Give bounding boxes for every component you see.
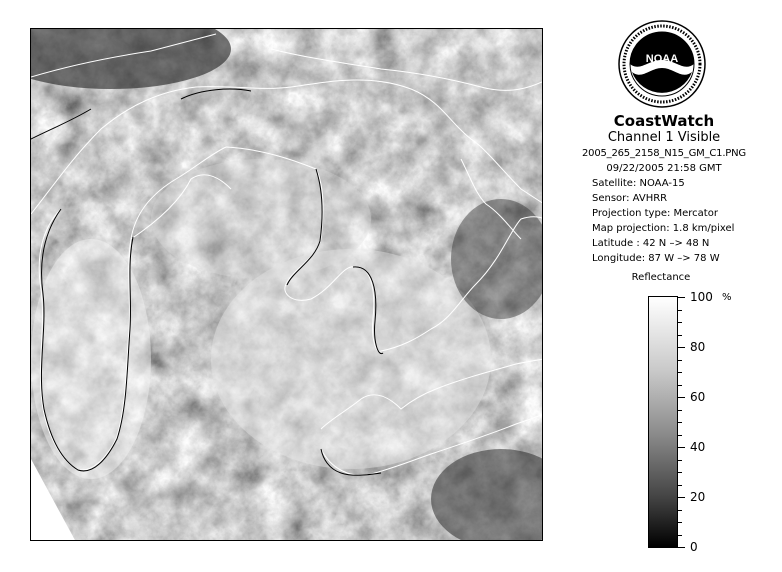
colorbar-tick-label: 40 — [690, 440, 706, 454]
colorbar-tick — [678, 485, 682, 486]
colorbar-tick — [678, 410, 682, 411]
cloud-mass — [211, 249, 491, 469]
colorbar-tick — [678, 472, 682, 473]
colorbar-tick — [678, 497, 685, 498]
cloud-mass — [31, 239, 151, 479]
colorbar-tick — [678, 372, 682, 373]
colorbar-tick — [678, 335, 682, 336]
colorbar-tick — [678, 547, 685, 548]
colorbar-tick — [678, 297, 685, 298]
colorbar-tick — [678, 397, 685, 398]
colorbar-tick — [678, 460, 682, 461]
satellite-map[interactable] — [30, 28, 543, 541]
colorbar-tick — [678, 447, 685, 448]
filename: 2005_265_2158_N15_GM_C1.PNG — [582, 148, 746, 159]
logo-text: NOAA — [645, 53, 679, 65]
satellite-info: Satellite: NOAA-15 — [592, 178, 685, 189]
colorbar-tick-label: 60 — [690, 390, 706, 404]
colorbar-tick — [678, 347, 685, 348]
legend-unit: % — [722, 292, 732, 303]
channel-label: Channel 1 Visible — [607, 130, 721, 145]
colorbar-tick — [678, 360, 682, 361]
colorbar-tick — [678, 310, 682, 311]
noaa-logo — [618, 20, 706, 108]
colorbar-tick-label: 80 — [690, 340, 706, 354]
cloud-mass — [151, 159, 371, 279]
colorbar-tick-label: 20 — [690, 490, 706, 504]
brand-title: CoastWatch — [613, 112, 715, 130]
sensor-info: Sensor: AVHRR — [592, 193, 668, 204]
projection-type: Projection type: Mercator — [592, 208, 718, 219]
datetime: 09/22/2005 21:58 GMT — [606, 163, 722, 174]
colorbar-tick — [678, 522, 682, 523]
colorbar-tick — [678, 385, 682, 386]
colorbar-tick — [678, 422, 682, 423]
colorbar-tick — [678, 535, 682, 536]
reflectance-colorbar — [648, 296, 678, 548]
longitude-range: Longitude: 87 W –> 78 W — [592, 253, 720, 264]
latitude-range: Latitude : 42 N –> 48 N — [592, 238, 710, 249]
colorbar-tick-label: 100 — [690, 290, 713, 304]
legend-title: Reflectance — [631, 272, 691, 283]
map-projection: Map projection: 1.8 km/pixel — [592, 223, 735, 234]
colorbar-tick-label: 0 — [690, 540, 698, 554]
colorbar-tick — [678, 510, 682, 511]
colorbar-tick — [678, 322, 682, 323]
colorbar-tick — [678, 435, 682, 436]
satellite-image — [31, 29, 543, 541]
